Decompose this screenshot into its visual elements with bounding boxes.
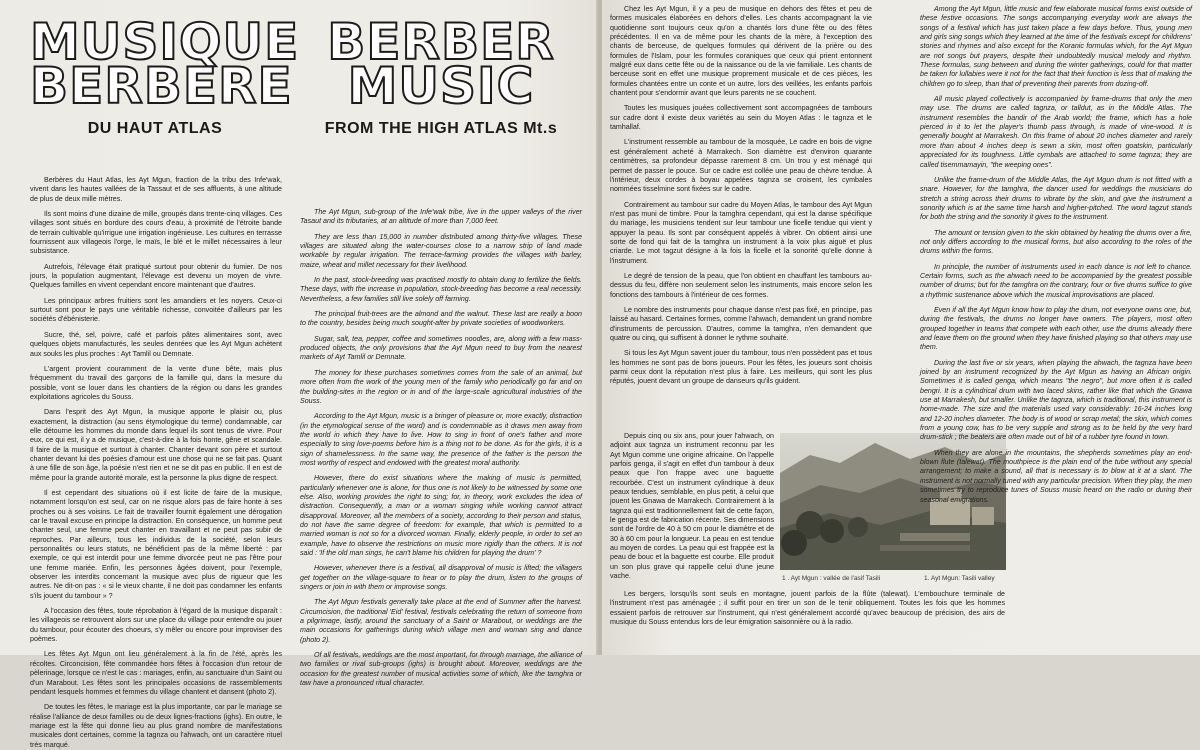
english-paragraph: During the last five or six years, when playing the ahwach, the tagnza have been joined by an instrument recognized by the Ayt Mgun as having an African origin. Sometimes it is called genga, which means "the negro", but more often it is called bengri. It is a cylindrical drum with two laced skins, rather like that which the Gnawa use at Marrakesh, but smaller. Unlike the tagnza, which is traditional, this instrument is home-made. The size and the materials used vary considerably: 16-24 inches long and 12-20 inches diameter. The body is of wood or scrap metal; the skin, which comes from a young cow, has to be very supple and strong as to be held by the very hard drum-stick ; the beaters are often made out of bit of a rubber tyre found in town.: [920, 358, 1192, 442]
french-title-line1: MUSIQUE: [30, 13, 300, 71]
french-paragraph: Si tous les Ayt Mgun savent jouer du tambour, tous n'en possèdent pas et tous les hommes ne sont pas de bons joueurs. Pour les fêtes, les joueurs sont choisis parmi ceux dont la réputation n'est plus à faire. Les meilleurs, qui sont les plus réputés, jouent devant un groupe de danseurs qu'ils guident.: [610, 349, 872, 386]
left-page: [0, 0, 598, 749]
english-paragraph: They are less than 15,000 in number distributed among thirty-five villages. These villages are situated along the water-courses close to a narrow strip of land made workable by regular irrigation. The terrace-farming provides the villages with barley, maize, wheat and millet necessary for their livelihood.: [300, 232, 582, 269]
french-paragraph: Il est cependant des situations où il est licite de faire de la musique, notamment lorsqu'on est seul, car on ne risque alors pas de faire honte à ses proches ou à ses voisins. Le fait de travailler fournit également une dérogation car le travail excuse en principe la distraction. En conséquence, un homme peut chanter seul, une femme peut chanter en travaillant et ne peut pas subir de reproches. Par ailleurs, tous les individus de la société, selon leurs personnalités ou leurs statuts, ne bénéficient pas de la même liberté : par exemple, ce qui est interdit pour une femme divorcée peut ne pas l'être pour une femme mariée. Enfin, les personnes âgées doivent, pour l'exemple, observer les interdits concernant la musique avec plus de rigueur que les autres. Ne dit-on pas : « si le vieux chante, il ne doit pas condamner les enfants s'ils jouent du tambour » ?: [30, 488, 282, 600]
english-title-line1: BERBER: [327, 13, 555, 71]
english-paragraph: Sugar, salt, tea, pepper, coffee and sometimes noodles, are, along with a few mass-produced objects, the only provisions that the Ayt Mgun need to buy from the nearest markets of Ayt Tamlil or Demnate.: [300, 334, 582, 362]
french-paragraph: Berbères du Haut Atlas, les Ayt Mgun, fraction de la tribu des Infe'wak, vivent dans les hautes vallées de la Tassaut et de ses affluents, à une altitude de plus de deux mille mètres.: [30, 176, 282, 203]
french-paragraph: Toutes les musiques jouées collectivement sont accompagnées de tambours sur cadre dont il existe deux variétés au sein du Moyen Atlas : le tagnza et le tamhallaf.: [610, 104, 872, 132]
french-paragraph: L'instrument ressemble au tambour de la mosquée, Le cadre en bois de vigne est généralement acheté à Marrakech. Son diamètre est d'environ quarante centimètres, sa profondeur dépasse rarement 8 cm. Un trou y est ménagé qui permet de passer le pouce. Sur ce cadre est collée une peau de chèvre tendue. À l'intérieur, deux cordes à boyau appelées tagnza se croisent, les cymbales nommées tisselmine sont fixées sur le cadre.: [610, 138, 872, 194]
english-paragraph: In principle, the number of instruments used in each dance is not left to chance. Certain forms, such as the ahwach need to be accompanied by the greatest possible number of drums; but for the tamghra on the contrary, four or five drums suffice to give a rhythmic sustenance above which the musical improvisations are placed.: [920, 262, 1192, 299]
french-paragraph: Dans l'esprit des Ayt Mgun, la musique apporte le plaisir ou, plus exactement, la distraction (au sens étymologique du terme) condamnable, car elle détourne les hommes du monde dans lequel ils sont tenus de vivre. Pour eux, ce qui est, il y a de musique, c'est-à-dire à la fois honte, gêne et scandale. Il faire de la musique et surtout à chanter. Chanter devant son père et surtout chanter devant lui des poésies d'amour est une chose qui ne se fait pas. Quant à une fille de son âge, la poésie n'est rien et ne se dit pas en public. Il en est de même pour la grande autorité morale, est la personne la plus digne de respect.: [30, 408, 282, 482]
right-page: [602, 0, 1200, 655]
english-paragraph: Among the Ayt Mgun, little music and few elaborate musical forms exist outside of these festive occasions. The songs accompanying everyday work are always the songs of a festival which has just taken place a few days before. Thus, young men and girls sing songs which they learned at the time of the festivals except for childrens' stories and rhymes and also except for the Koranic formulas which, for the Ayt Mgun are not songs but prayers, despite their undoubtedly musical melody and rhythm. These formulas, sung between and during the winter gatherings, could for that matter be taken for lullabies were it not for the fact that their function is less that of making the children go to sleep, than that of preventing their parents from dozing-off.: [920, 5, 1192, 88]
french-paragraph: De toutes les fêtes, le mariage est la plus importante, car par le mariage se réalise l'alliance de deux familles ou de deux lignes-fractions (ighs). En outre, le mariage est la fête qui donne lieu au plus grand nombre de manifestations musicales dont certaines, comme la tagnza ou l'ahwach, ont un caractère rituel très marqué.: [30, 703, 282, 749]
french-paragraph: Les bergers, lorsqu'ils sont seuls en montagne, jouent parfois de la flûte (talewat). L'embouchure terminale de l'instrument n'est pas aménagée ; il suffit pour en tirer un son de le tenir obliquement. Toutes les fois que les hommes essaient parfois de retrouver sur l'instrument, qui n'est généralement accordé qu'avec beaucoup de précision, des airs de musique du Souss entendus lors de leur émigration saisonnière ou à la radio.: [610, 590, 1005, 627]
french-paragraph: Les principaux arbres fruitiers sont les amandiers et les noyers. Ceux-ci surtout sont pour le pays une véritable richesse, convoitée d'ailleurs par les sociétés d'ébénisterie.: [30, 296, 282, 324]
english-title-block: [296, 13, 586, 138]
english-paragraph: The amount or tension given to the skin obtained by heating the drums over a fire, not only differs according to the musical forms, but also according to the roles of the drums within the forms.: [920, 228, 1192, 256]
english-title-line2: MUSIC: [347, 57, 535, 115]
french-title-line2: BERBERE: [30, 57, 293, 115]
french-text-column-beside-photo: [610, 432, 774, 587]
english-paragraph: According to the Ayt Mgun, music is a bringer of pleasure or, more exactly, distraction (in the etymological sense of the word) and is condemnable as it draws men away from the world in which they have to live. How to sing in front of one's father and more especially to sing love-poems before him is a thing not to be done. As for the girls, it is a sign of shamelessness. In the same way, the presence of the father is the person the most worthy of respect and endowed with the greatest moral authority.: [300, 412, 582, 467]
french-paragraph: L'argent provient couramment de la vente d'une bête, mais plus fréquemment du travail des garçons de la famille qui, dans la mesure du possible, vont se louer dans les chantiers de la région ou dans les grandes exploitations agricoles du Souss.: [30, 364, 282, 401]
english-paragraph: The principal fruit-trees are the almond and the walnut. These last are really a boon to the country, besides being much sought-after by private societies of woodworkers.: [300, 310, 582, 328]
english-paragraph: However, whenever there is a festival, all disapproval of music is lifted; the villagers get together on the village-square to hear or to play the drum, listen to the groups of singers or join in with them or improvise songs.: [300, 564, 582, 592]
english-paragraph: Unlike the frame-drum of the Middle Atlas, the Ayt Mgun drum is not fitted with a snare. However, for the tamghra, the dancer used for weddings the musicians do stretch a string across their drums to vibrate by the skin, and give the instrument a sonority which is at the same time harsh and higher-pitched. The word tagzut stands for both the string and the sonority it gives to the instrument.: [920, 175, 1192, 222]
french-text-column: [30, 176, 282, 749]
english-paragraph: However, there do exist situations where the making of music is permitted, particularly whenever one is alone, for thus one is not likely to be witnessed by some one else. Also, working provides the right to sing; for, in theory, work excludes the idea of distraction. Consequently, a man or a woman singing while working cannot attract disapproval. Moreover, all the members of a society, according to their person and status, do not have the same degree of freedom: for example, that which is permitted to a married woman is not so for a divorced woman. Finally, elderly people, in order to set an example, have to observe the restrictions on music more rigidly than the others. It is not said : 'If the old man sings, he can't blame his children for playing the drum' ?: [300, 474, 582, 557]
french-paragraph: Sucre, thé, sel, poivre, café et parfois pâtes alimentaires sont, avec quelques objets manufacturés, les seules denrées que les Ayt Mgun achètent aux souks les plus proches : Ayt Tamlil ou Demnate.: [30, 330, 282, 358]
french-subtitle: DU HAUT ATLAS: [87, 120, 223, 137]
french-text-column-right: [610, 5, 872, 430]
french-paragraph: Le degré de tension de la peau, que l'on obtient en chauffant les tambours au-dessus du feu, diffère non seulement selon les instruments, mais encore selon les fonctions des tambours à l'intérieur de ces formes.: [610, 271, 872, 299]
english-paragraph: The Ayt Mgun, sub-group of the Infe'wak tribe, live in the upper valleys of the river Tasaut and its tributaries, at an altitude of more than 7,000 feet.: [300, 208, 582, 226]
french-paragraph: Le nombre des instruments pour chaque danse n'est pas fixé, en principe, pas laissé au hasard. Certaines formes, comme l'ahwach, demandent un grand nombre d'instruments de percussion. D'autres, comme la tamghra, n'en demandent que quatre ou cinq, qui suffisent à donner le rythme souhaité.: [610, 305, 872, 342]
english-text-column-right: [920, 5, 1192, 655]
english-paragraph: The money for these purchases sometimes comes from the sale of an animal, but more often from the work of the young men of the family who periodically go far and on the building-sites in the region or in and of the large-scale agricultural industries of the Souss.: [300, 368, 582, 405]
english-subtitle: FROM THE HIGH ATLAS Mt.s: [324, 120, 558, 137]
french-paragraph: A l'occasion des fêtes, toute réprobation à l'égard de la musique disparaît : les villageois se retrouvent alors sur une place du village pour entendre ou jouer du tambour, pour écouter des choeurs, s'y mêler ou encore pour improviser des poèmes.: [30, 607, 282, 644]
english-paragraph: Of all festivals, weddings are the most important, for through marriage, the alliance of two families or rival sub-groups (ighs) is brought about. Moreover, weddings are the occasion for the greatest number of musical activities some of which, like the tamghra or taw have a pronounced ritual character.: [300, 651, 582, 688]
english-paragraph: All music played collectively is accompanied by frame-drums that only the men may use. The drums are called tagnza, or talldut, as in the Middle Atlas. The instrument resembles the bandir of the Arab world; the frame, which has a hole pierced in it to let the player's thumb pass through, is made of vine-wood. It is generally bought at Marrakesh. On this frame of about 20 inches diameter and rarely more than about 4 inches deep is sewn a skin, most often goatskin, particularly appreciated for its toughness. Little cymbals are attached to some tagnza; they are called tisemmamayin, "the weeping ones".: [920, 95, 1192, 169]
photo-caption-english: 1. Ayt Mgun: Tasili valley: [924, 575, 995, 582]
french-paragraph: Autrefois, l'élevage était pratiqué surtout pour obtenir du fumier. De nos jours, la population augmentant, l'élevage est devenu un moyen de vivre. Quelques familles en vivent cependant encore maintenant que d'autres.: [30, 262, 282, 290]
french-paragraph: Les fêtes Ayt Mgun ont lieu généralement à la fin de l'été, après les récoltes. Circoncision, fête commandée hors fêtes à l'occasion d'un retour de pèlerinage, lorsque ce n'est le cas : mariages, enfin, au sanctuaire d'un Saint ou d'un Marabout. Les fêtes sont les principales occasions de rassemblements pendant lesquels hommes et femmes du village chantent et dansent (photo 2).: [30, 650, 282, 696]
french-title-block: [30, 13, 300, 138]
english-paragraph: In the past, stock-breeding was practised mostly to obtain dung to fertilize the fields. These days, with the increase in population, stock-breeding has become a real necessity. Nevertheless, a few families still live solely off farming.: [300, 276, 582, 303]
french-paragraph: Contrairement au tambour sur cadre du Moyen Atlas, le tambour des Ayt Mgun n'est pas muni de timbre. Pour la tamghra cependant, qui est la danse spécifique du mariage, les musiciens tendent sur leur tambour une ficelle tendue qui vient y appuyer la peau. Ils sont par conséquent appelés à vibrer. On obtient ainsi une sorte de fond qui fait de la tamghra un instrument à la voix plus aiguë et plus criarde. Le mot tagzut désigne à la fois la ficelle et la sonorité qu'elle donne à l'instrument.: [610, 200, 872, 265]
french-paragraph: Chez les Ayt Mgun, il y a peu de musique en dehors des fêtes et peu de formes musicales élaborées en dehors d'elles. Les chants accompagnant la vie quotidienne sont toujours ceux qu'on a chantés lors d'une fête ou des fêtes précédentes. Il en va de même pour les chants de la mère, à l'exception des chants de berceuse, de quelques formules qui dérivent de la prière ou des formules de l'Islam, pour les formules coraniques que ceux qui prient entonnent malgré eux dans cette fête ou de la naissance ou de la vie familiale. Les chants de berceuse sont en effet une musique proprement musicale et de ces pièces, les formules chantées entre un conte et un autre, lors des veillées, les enfants parfois chantent pour s'endormir avant que leurs parents ne se couchent.: [610, 5, 872, 98]
french-paragraph: Ils sont moins d'une dizaine de mille, groupés dans trente-cinq villages. Ces villages sont situés en bordure des cours d'eau, à proximité de l'étroite bande de terrain cultivable qu'irrigue une irrigation ingénieuse. Les cultures en terrasse fournissent aux villageois l'orge, le maïs, le blé et le millet nécessaires à leur subsistance.: [30, 210, 282, 256]
english-text-column: [300, 208, 582, 688]
photo-caption-french: 1 . Ayt Mgun : vallée de l'asif Tasili: [782, 575, 881, 582]
french-paragraph: Depuis cinq ou six ans, pour jouer l'ahwach, on adjoint aux tagnza un instrument reconnu par les Ayt Mgun comme une origine africaine. On l'appelle parfois genga, il s'agit en effet d'un tambour à deux peaux que l'on frappe avec une baguette recourbée. C'est un instrument cylindrique à deux peaux tendues, semblable, en plus petit, à celui que jouent les Gnawa de Marrakech. Contrairement à la tagnza qui est traditionnellement fait de cette façon, le genga est de fabrication récente. Ses dimensions sont de l'ordre de 40 à 50 cm pour le diamètre et de 30 à 60 cm pour la longueur. La peau en est tendue au moyen de cordes. La peau qui est frappée est la peau de bouc et la baguette est courbe. Elle produit un son plus grave qui rappelle celui d'une jeune vache.: [610, 432, 774, 581]
english-paragraph: When they are alone in the mountains, the shepherds sometimes play an end-blown flute (talewat). The mouthpiece is the plain end of the tube without any special arrangement; to make a sound, all that is necessary is to blow at it at a slant. The instrument is not normally tuned with any particular precision. When they play, the men sometimes try to reproduce tunes of Souss music heard on the radio or during their seasonal emigrations.: [920, 448, 1192, 504]
english-paragraph: Even if all the Ayt Mgun know how to play the drum, not everyone owns one, but, during the festivals, the drums no longer have owners. The players, most often grouped together in teams that compete with each other, use the drums already there and leave them on the ground when they have finished playing so that others may use them.: [920, 305, 1192, 352]
english-paragraph: The Ayt Mgun festivals generally take place at the end of Summer after the harvest. Circumcision, the traditional 'Eid' festival, festivals celebrating the return of someone from a pilgrimage, lastly, around the sanctuary of a Saint or Marabout, or weddings are the main occasions for gatherings during which village men and woman sing and dance (photo 2).: [300, 598, 582, 644]
